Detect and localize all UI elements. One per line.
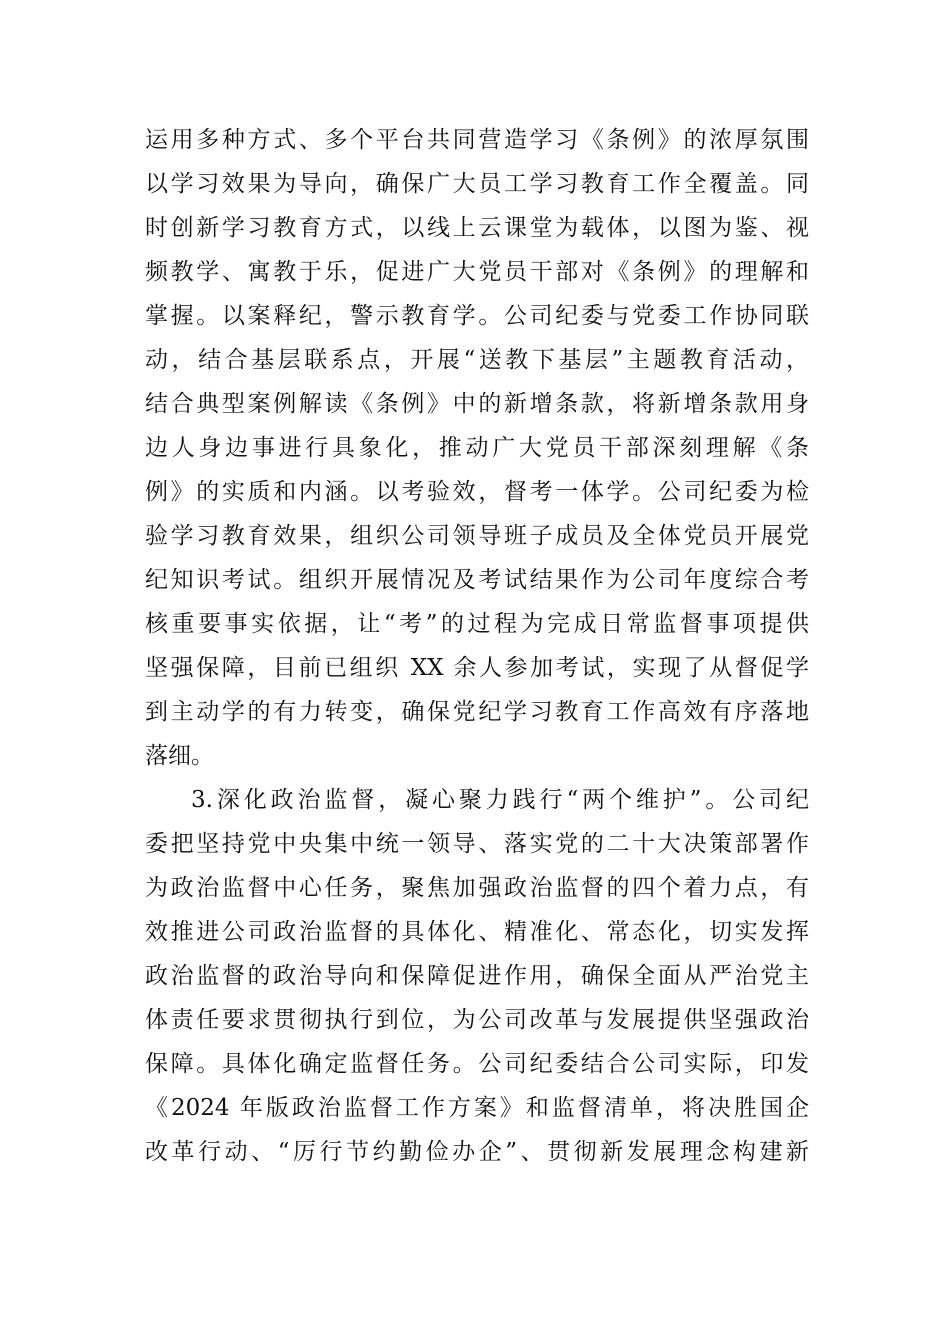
text-line: 频教学、寓教于乐，促进广大党员干部对《条例》的理解和	[145, 259, 809, 285]
text-line: 掌握。以案释纪，警示教育学。公司纪委与党委工作协同联	[145, 303, 809, 329]
body-text	[145, 118, 809, 1174]
text-line: 《2024 年版政治监督工作方案》和监督清单，将决胜国企	[145, 1095, 809, 1121]
text-line: 委把坚持党中央集中统一领导、落实党的二十大决策部署作	[145, 831, 809, 857]
text-line: 政治监督的政治导向和保障促进作用，确保全面从严治党主	[145, 963, 809, 989]
text-line: 为政治监督中心任务，聚焦加强政治监督的四个着力点，有	[145, 875, 809, 901]
text-line: 3.深化政治监督，凝心聚力践行“两个维护”。公司纪	[191, 787, 809, 813]
text-line: 核重要事实依据，让“考”的过程为完成日常监督事项提供	[145, 611, 809, 637]
text-line: 时创新学习教育方式，以线上云课堂为载体，以图为鉴、视	[145, 215, 809, 241]
text-line: 例》的实质和内涵。以考验效，督考一体学。公司纪委为检	[145, 479, 809, 505]
text-line: 以学习效果为导向，确保广大员工学习教育工作全覆盖。同	[145, 171, 809, 197]
paragraph-2	[145, 778, 809, 1174]
text-line: 验学习教育效果，组织公司领导班子成员及全体党员开展党	[145, 523, 809, 549]
text-line: 坚强保障，目前已组织 XX 余人参加考试，实现了从督促学	[145, 655, 809, 681]
text-line: 效推进公司政治监督的具体化、精准化、常态化，切实发挥	[145, 919, 809, 945]
text-line: 改革行动、“厉行节约勤俭办企”、贯彻新发展理念构建新	[145, 1139, 809, 1165]
text-line: 到主动学的有力转变，确保党纪学习教育工作高效有序落地	[145, 699, 809, 725]
text-line: 体责任要求贯彻执行到位，为公司改革与发展提供坚强政治	[145, 1007, 809, 1033]
text-line: 纪知识考试。组织开展情况及考试结果作为公司年度综合考	[145, 567, 809, 593]
text-line: 动，结合基层联系点，开展“送教下基层”主题教育活动，	[145, 347, 809, 373]
paragraph-1	[145, 118, 809, 778]
text-line: 边人身边事进行具象化，推动广大党员干部深刻理解《条	[145, 435, 809, 461]
text-line: 结合典型案例解读《条例》中的新增条款，将新增条款用身	[145, 391, 809, 417]
text-line: 保障。具体化确定监督任务。公司纪委结合公司实际，印发	[145, 1051, 809, 1077]
text-line: 落细。	[145, 743, 214, 769]
text-line: 运用多种方式、多个平台共同营造学习《条例》的浓厚氛围	[145, 127, 809, 153]
